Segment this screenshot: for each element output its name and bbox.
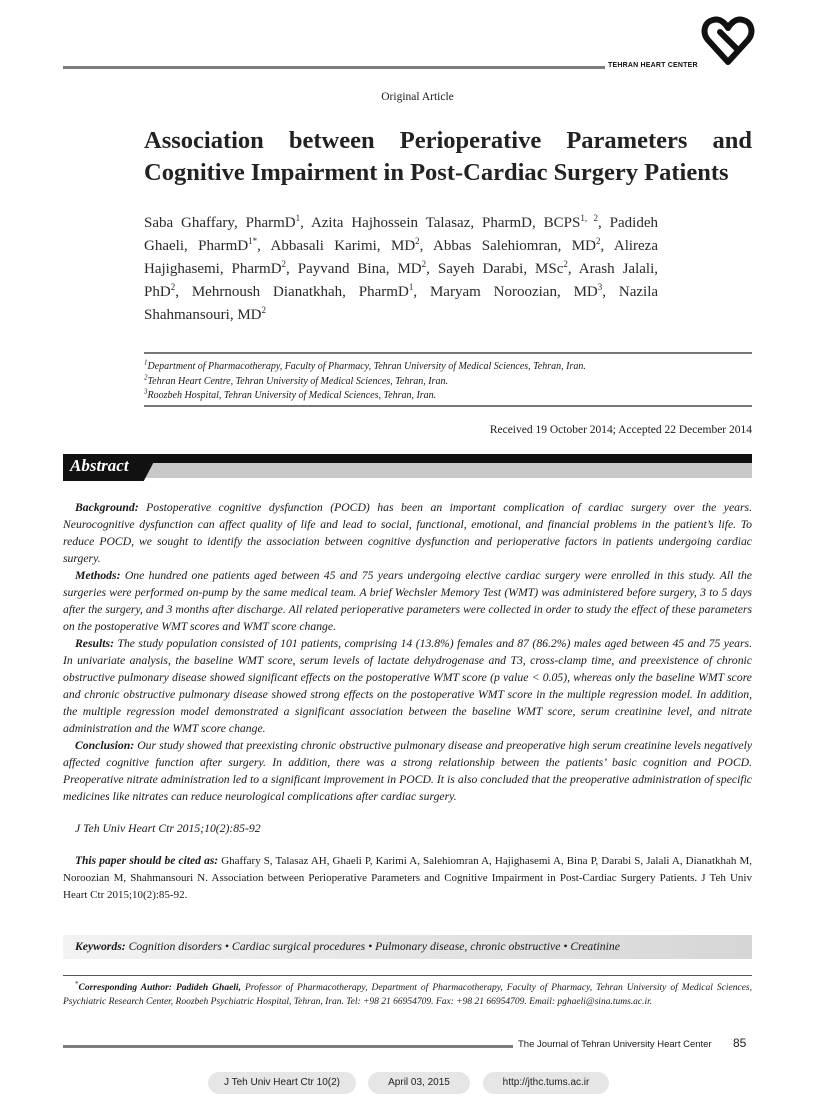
citation-text: Ghaffary S, Talasaz AH, Ghaeli P, Karimi A, Salehiomran A, Hajighasemi A, Bina P, Darabi S, Jalali A, Dianatkhah M, Noroozian M, Shahmansouri N. Association between Perioperative Parameters and Cognitive Impairment in Post-Cardiac Surgery Patients. J Teh Univ Heart Ctr 2015;10(2):85-92.	[63, 855, 752, 901]
corresponding-name: Padideh Ghaeli,	[175, 983, 241, 993]
header-rule	[63, 66, 605, 69]
abstract-bar-grey	[63, 463, 752, 478]
affiliation-sup: 2	[144, 373, 148, 382]
affiliation-rule-bottom	[144, 405, 752, 407]
abstract-label: Methods:	[75, 569, 121, 582]
affiliation-item	[144, 360, 752, 375]
author-list: Saba Ghaffary, PharmD$^1$, Azita Hajhossein Talasaz, PharmD, BCPS$^{1, 2}$, Padideh Ghaeli, PharmD$^{1*}$, Abbasali Karimi, $MD^2$, Abbas Salehiomran, $MD^2$, Alireza Hajighasemi, PharmD$^2$, Payvand Bina, $MD^2$, Sayeh Darabi, MSc$^2$, Arash Jalali, PhD$^2$, Mehrnoush Dianatkhah, PharmD$^1$, Maryam Noroozian, $MD^3$, Nazila Shahmansouri, $MD^2$	[144, 213, 659, 323]
affiliation-sup: 3	[144, 387, 148, 396]
center-name: TEHRAN HEART CENTER	[608, 62, 698, 69]
tehran-heart-center-logo-icon	[700, 14, 756, 66]
abstract-heading: Abstract	[70, 456, 129, 475]
citation	[63, 853, 752, 904]
author: Alireza Hajighasemi, PharmD	[144, 238, 658, 277]
abstract-conclusion	[63, 737, 752, 805]
author: Abbas Salehiomran, MD	[433, 238, 596, 254]
corresponding-author-note	[63, 979, 753, 1009]
footer-rule	[63, 1045, 513, 1048]
author-sup: 2	[261, 305, 266, 315]
received-dates: Received 19 October 2014; Accepted 22 December 2014	[489, 424, 752, 436]
author-sup: 2	[421, 259, 427, 269]
affiliation-text: Tehran Heart Centre, Tehran University of Medical Sciences, Tehran, Iran.	[147, 375, 448, 387]
affiliations	[144, 360, 752, 404]
article-type: Original Article	[381, 91, 454, 103]
author: Nazila Shahmansouri, MD	[144, 284, 659, 323]
author: Azita Hajhossein Talasaz, PharmD, BCPS	[310, 215, 581, 231]
affiliation-text: Roozbeh Hospital, Tehran University of Medical Sciences, Tehran, Iran.	[147, 390, 437, 401]
author-sup: 3	[597, 282, 603, 292]
keywords-text: Cognition disorders • Cardiac surgical procedures • Pulmonary disease, chronic obstructive • Creatinine	[128, 940, 620, 953]
abstract-methods	[63, 567, 752, 635]
author-sup: 2	[595, 236, 601, 246]
abstract-text: One hundred one patients aged between 45 and 75 years undergoing elective cardiac surgery were enrolled in this study. All the surgeries were performed on-pump by the same medical team. A brief Wechsler Memory Test (WMT) was administered before surgery, 3 to 5 days after the surgery, and 3 months after discharge. All related perioperative parameters were collected in order to study the effect of these parameters on the postoperative WMT scores and WMT score change.	[63, 569, 752, 633]
author: Payvand Bina, MD	[297, 261, 422, 277]
journal-reference: J Teh Univ Heart Ctr 2015;10(2):85-92	[75, 822, 261, 835]
abstract-heading-bar	[63, 454, 752, 481]
author-sup: 2	[563, 259, 568, 269]
author: Abbasali Karimi, MD	[270, 238, 416, 254]
abstract-background	[63, 499, 752, 567]
abstract-label: Results:	[75, 637, 114, 650]
keywords-label: Keywords:	[75, 940, 126, 953]
author: Sayeh Darabi, MSc	[437, 261, 564, 277]
abstract-text: The study population consisted of 101 patients, comprising 14 (13.8%) females and 87 (86.2%) males aged between 45 and 75 years. In univariate analysis, the baseline WMT score, serum levels of lactate dehydrogenase and T3, cross-clamp time, and preexistence of chronic obstructive pulmonary disease showed significant effects on the postoperative WMT score (p value < 0.05), whereas only the baseline WMT score and chronic obstructive pulmonary disease showed strong effects on the postoperative WMT score in the multiple regression model. In addition, the multiple regression model demonstrated a significant association between the baseline WMT score, serum creatinine level, and nitrate administration and the WMT score change.	[63, 637, 753, 735]
corresponding-text: Professor of Pharmacotherapy, Department of Pharmacotherapy, Faculty of Pharmacy, Tehran University of Medical Sciences, Psychiatric Research Center, Roozbeh Psychiatric Hospital, Tehran, Iran. Tel: +98 21 66954709. Fax: +98 21 66954709. Email: pghaeli@sina.tums.ac.ir.	[63, 983, 753, 1007]
footer-pill-volume: J Teh Univ Heart Ctr 10(2)	[208, 1072, 356, 1094]
affiliation-rule-top	[144, 352, 752, 354]
author-sup: 1*	[248, 236, 258, 246]
footnote-rule	[63, 975, 752, 976]
author: Saba Ghaffary, PharmD	[144, 215, 296, 231]
author: Padideh Ghaeli, PharmD	[144, 215, 658, 254]
abstract-bar-thick	[63, 454, 752, 463]
author-sup: 2	[170, 282, 176, 292]
abstract-label: Background:	[75, 501, 139, 514]
abstract-body	[63, 499, 752, 805]
author-sup: 1, 2	[580, 213, 599, 223]
author-sup: 1	[408, 282, 414, 292]
author: Maryam Noroozian, MD	[429, 284, 598, 300]
keywords-bar	[63, 935, 752, 959]
paper-title: Association between Perioperative Parameters and Cognitive Impairment in Post-Cardiac Surgery Patients	[144, 127, 752, 186]
abstract-text: Postoperative cognitive dysfunction (POCD) has been an important complication of cardiac surgery over the years. Neurocognitive dysfunction can affect quality of life and lead to social, functional, emotional, and financial problems in the patient’s life. To reduce POCD, we sought to identify the association between cognitive dysfunction and perioperative factors in patients undergoing cardiac surgery.	[63, 501, 753, 565]
footer-pill-url[interactable]: http://jthc.tums.ac.ir	[483, 1072, 609, 1094]
author-sup: 2	[415, 236, 420, 246]
author-sup: 1	[295, 213, 301, 223]
corresponding-label: Corresponding Author:	[78, 983, 172, 993]
page-number: 85	[733, 1036, 747, 1050]
affiliation-sup: 1	[144, 358, 148, 367]
footer-pill-date: April 03, 2015	[368, 1072, 470, 1094]
footer-journal-name: The Journal of Tehran University Heart Center	[518, 1039, 712, 1050]
abstract-results	[63, 635, 752, 737]
abstract-text: Our study showed that preexisting chronic obstructive pulmonary disease and preoperative high serum creatinine levels negatively affected cognitive function after surgery. In addition, there was a strong relationship between the patients’ basic cognition and POCD. Preoperative nitrate administration led to a significant improvement in POCD. It is also concluded that the preoperative administration of specific medicines like nitrates can reduce neurological complications after cardiac surgery.	[63, 739, 753, 803]
author-sup: 2	[281, 259, 287, 269]
affiliation-text: Department of Pharmacotherapy, Faculty of Pharmacy, Tehran University of Medical Sciences, Tehran, Iran.	[147, 361, 586, 372]
affiliation-item	[144, 375, 752, 390]
abstract-label: Conclusion:	[75, 739, 135, 752]
footnote-sup: *	[75, 979, 79, 988]
affiliation-item	[144, 389, 752, 404]
author: Mehrnoush Dianatkhah, PharmD	[191, 284, 409, 300]
citation-label: This paper should be cited as:	[75, 855, 219, 867]
author: Arash Jalali, PhD	[144, 261, 659, 300]
